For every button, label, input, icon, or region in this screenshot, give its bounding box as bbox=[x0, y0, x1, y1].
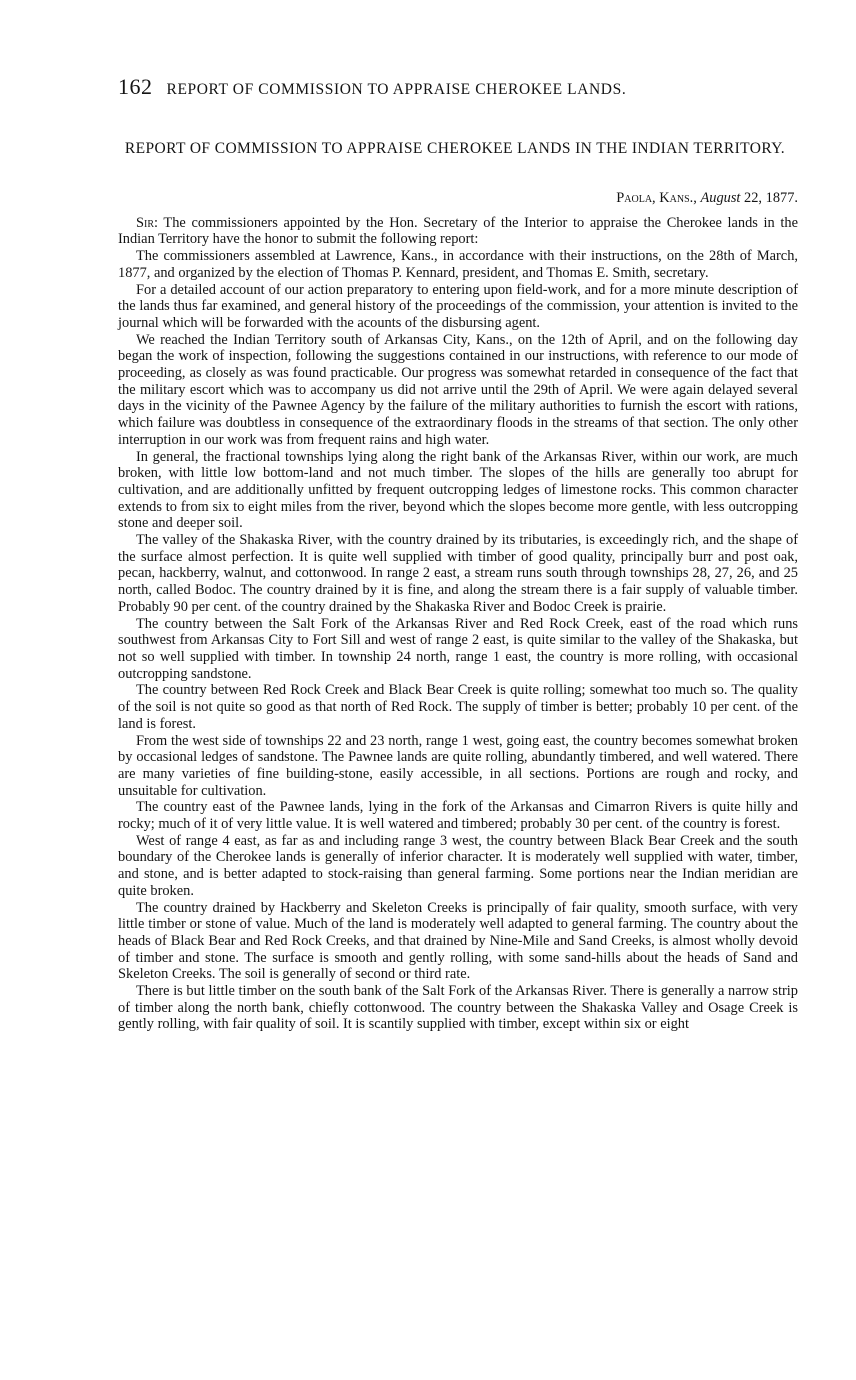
salutation-label: Sir: bbox=[136, 214, 159, 231]
paragraph: The valley of the Shakaska River, with the country drained by its tributaries, is exceedingly rich, and the shape of the surface almost perfection. It is quite well supplied with timber of good quality, principally burr and post oak, pecan, hackberry, walnut, and cottonwood. In range 2 east, a stream runs south through townships 28, 27, 26, and 25 north, called Bodoc. The country drained by it is fine, and along the stream there is a fair supply of valuable timber. Probably 90 per cent. of the country drained by the Shakaska River and Bodoc Creek is prairie. bbox=[118, 532, 798, 615]
dateline-day: 22, 1877. bbox=[740, 190, 798, 206]
paragraph: The commissioners assembled at Lawrence, Kans., in accordance with their instructions, on the 28th of March, 1877, and organized by the election of Thomas P. Kennard, president, and Thomas E. Smith, secretary. bbox=[118, 248, 798, 281]
dateline-place: Paola, Kans., bbox=[616, 190, 697, 206]
running-title: REPORT OF COMMISSION TO APPRAISE CHEROKEE LANDS. bbox=[166, 81, 627, 98]
paragraph: For a detailed account of our action preparatory to entering upon field-work, and for a more minute description of the lands thus far examined, and general history of the proceedings of the commission, your attention is invited to the journal which will be forwarded with the acounts of the disbursing agent. bbox=[118, 281, 798, 331]
paragraph: We reached the Indian Territory south of Arkansas City, Kans., on the 12th of April, and on the following day began the work of inspection, following the suggestions contained in our instructions, with reference to our mode of proceeding, as closely as was found practicable. Our progress was somewhat retarded in consequence of the fact that the military escort which was to accompany us did not arrive until the 29th of April. We were again delayed several days in the vicinity of the Pawnee Agency by the failure of the military authorities to furnish the escort with rations, which failure was doubtless in consequence of the extraordinary floods in the streams of that section. The only other interruption in our work was from frequent rains and high water. bbox=[118, 331, 798, 448]
report-body bbox=[118, 190, 798, 1033]
paragraph: West of range 4 east, as far as and including range 3 west, the country between Black Bear Creek and the south boundary of the Cherokee lands is generally of inferior character. It is moderately well supplied with water, timber, and stone, and is better adapted to stock-raising than general farming. Some portions near the Indian meridian are quite broken. bbox=[118, 832, 798, 899]
paragraph-salutation bbox=[118, 215, 798, 248]
paragraph: From the west side of townships 22 and 23 north, range 1 west, going east, the country becomes somewhat broken by occasional ledges of sandstone. The Pawnee lands are quite rolling, abundantly timbered, and well watered. There are many varieties of fine building-stone, easily accessible, in all sections. Portions are rough and rocky, and unsuitable for cultivation. bbox=[118, 732, 798, 799]
running-header bbox=[118, 74, 758, 100]
paragraph: The country between the Salt Fork of the Arkansas River and Red Rock Creek, east of the road which runs southwest from Arkansas City to Fort Sill and west of range 2 east, is quite similar to the valley of the Shakaska, but not so well supplied with timber. In township 24 north, range 1 east, the country is more rolling, with occasional outcropping sandstone. bbox=[118, 615, 798, 682]
paragraph-text: The commissioners appointed by the Hon. Secretary of the Interior to appraise the Cherokee lands in the Indian Territory have the honor to submit the following report: bbox=[118, 214, 798, 248]
report-title: REPORT OF COMMISSION TO APPRAISE CHEROKEE LANDS IN THE INDIAN TERRITORY. bbox=[124, 140, 786, 157]
dateline-month: August bbox=[700, 190, 741, 206]
paragraph: The country east of the Pawnee lands, lying in the fork of the Arkansas and Cimarron Rivers is quite hilly and rocky; much of it of very little value. It is well watered and timbered; probably 30 per cent. of the country is forest. bbox=[118, 799, 798, 833]
paragraph: The country between Red Rock Creek and Black Bear Creek is quite rolling; somewhat too much so. The quality of the soil is not quite so good as that north of Red Rock. The supply of timber is better; probably 10 per cent. of the land is forest. bbox=[118, 682, 798, 732]
dateline bbox=[118, 190, 798, 207]
page-number: 162 bbox=[118, 74, 153, 99]
paragraph: In general, the fractional townships lying along the right bank of the Arkansas River, within our work, are much broken, with little low bottom-land and not much timber. The slopes of the hills are generally too abrupt for cultivation, and are additionally unfitted by frequent outcropping ledges of limestone rocks. This common character extends to from six to eight miles from the river, beyond which the slopes become more gentle, with less outcropping stone and deeper soil. bbox=[118, 448, 798, 532]
paragraph: There is but little timber on the south bank of the Salt Fork of the Arkansas River. There is generally a narrow strip of timber along the north bank, chiefly cottonwood. The country between the Shakaska Valley and Osage Creek is gently rolling, with fair quality of soil. It is scantily supplied with timber, except within six or eight bbox=[118, 983, 798, 1033]
paragraph: The country drained by Hackberry and Skeleton Creeks is principally of fair quality, smooth surface, with very little timber or stone of value. Much of the land is moderately well adapted to general farming. The country about the heads of Black Bear and Red Rock Creeks, and that drained by Nine-Mile and Sand Creeks, is almost wholly devoid of timber and stone. The surface is smooth and gently rolling, with some sand-hills about the heads of Sand and Skeleton Creeks. The soil is generally of second or third rate. bbox=[118, 899, 798, 983]
